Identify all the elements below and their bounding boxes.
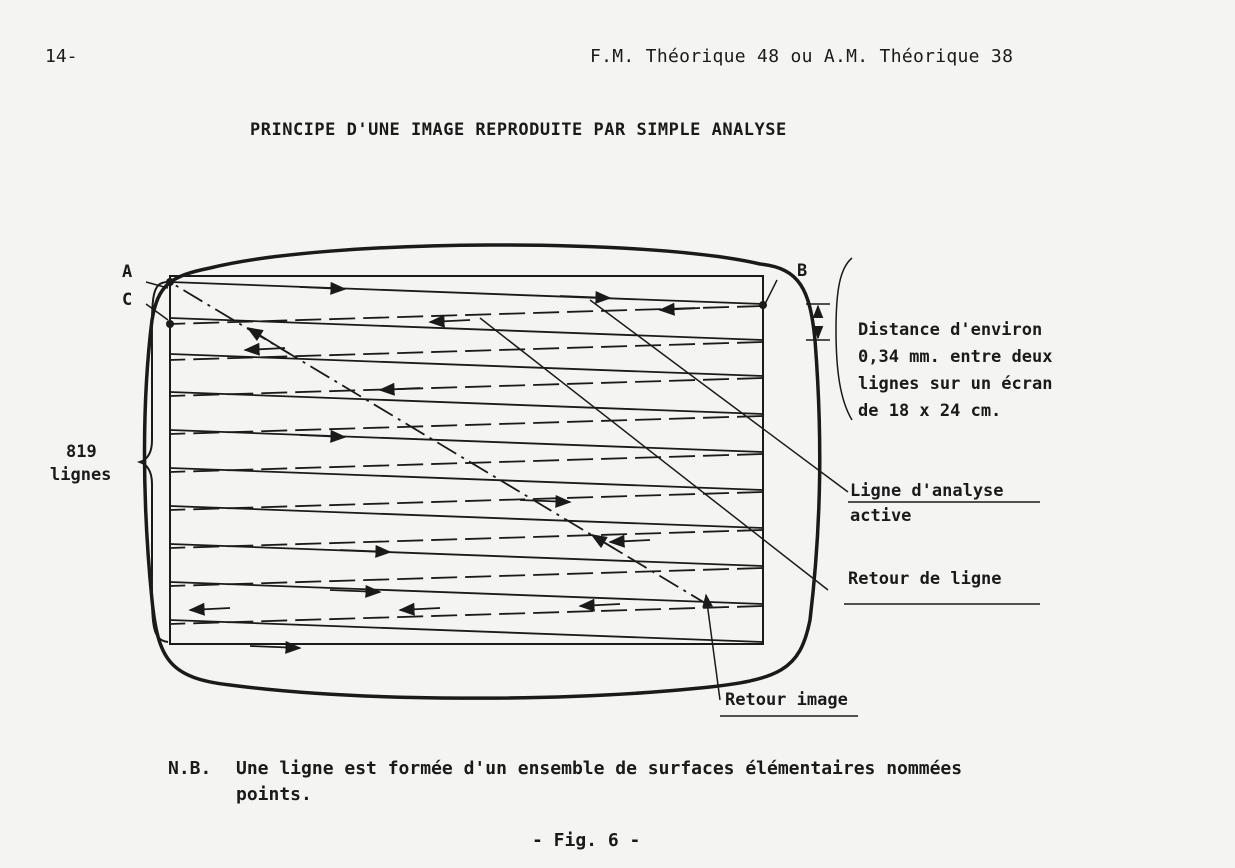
label-c: C [122,290,133,310]
raster-frame [170,276,763,644]
label-b: B [797,261,808,281]
label-a: A [122,262,133,282]
footnote-prefix: N.B. [168,758,212,779]
footnote [168,756,963,805]
active-line-label-1: Ligne d'analyse [850,481,1004,501]
point-a-dot [166,278,174,286]
point-c-dot [166,320,174,328]
page-header: F.M. Théorique 48 ou A.M. Théorique 38 [590,46,1014,67]
image-return-label: Retour image [725,690,848,710]
figure-title: PRINCIPE D'UNE IMAGE REPRODUITE PAR SIMPLE ANALYSE [250,120,787,140]
distance-line-1: Distance d'environ [858,320,1043,340]
line-return-dashes [170,306,763,624]
line-count-word: lignes [50,465,112,485]
scan-direction-arrows [190,287,700,648]
distance-line-3: lignes sur un écran [858,374,1053,394]
distance-line-4: de 18 x 24 cm. [858,401,1002,421]
page-number: 14- [45,46,78,67]
line-return-label: Retour de ligne [848,569,1002,589]
line-count-number: 819 [66,442,97,462]
figure-caption: - Fig. 6 - [532,830,641,851]
distance-line-2: 0,34 mm. entre deux [858,347,1053,367]
active-line-label-2: active [850,506,912,526]
point-b-dot [759,301,767,309]
distance-indicator [806,258,852,420]
image-return-path [170,282,710,606]
footnote-text: Une ligne est formée d'un ensemble de surfaces élémentaires nommées points. [236,758,963,805]
